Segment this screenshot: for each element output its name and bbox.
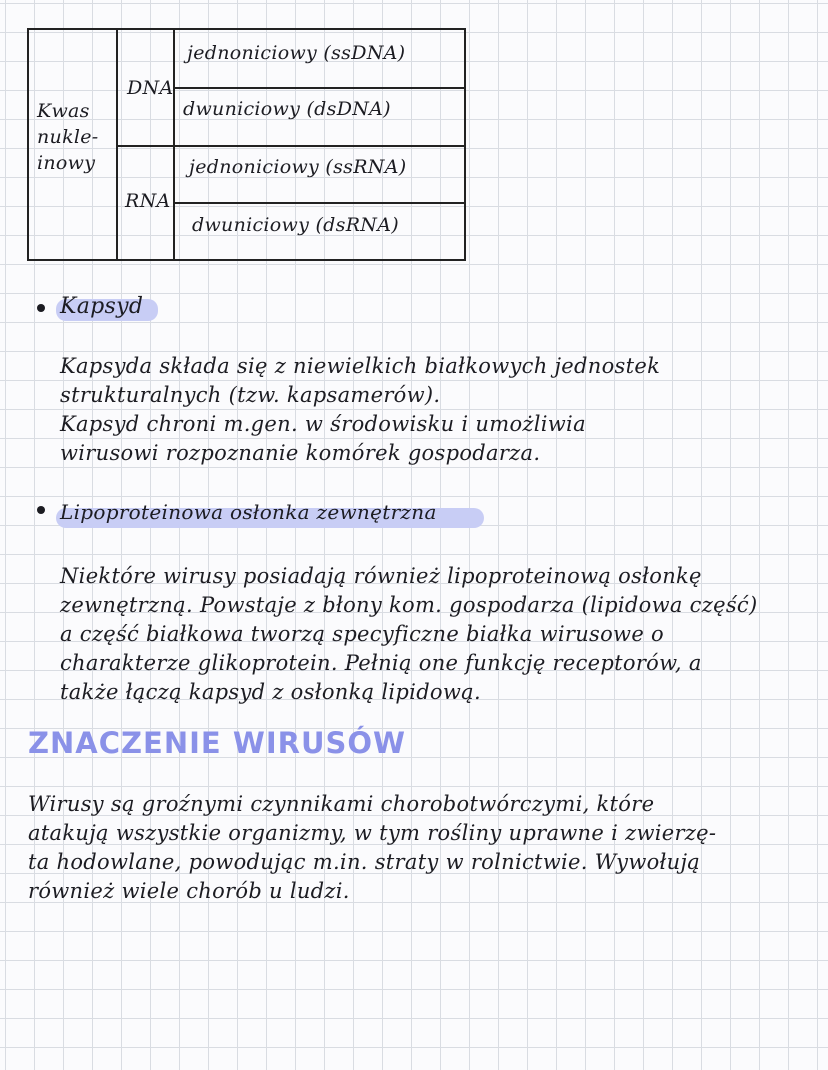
paragraph-line: strukturalnych (tzw. kapsamerów). bbox=[60, 383, 441, 407]
bullet-dot-icon bbox=[37, 506, 45, 514]
paragraph-line: atakują wszystkie organizmy, w tym rośliny uprawne i zwierzę- bbox=[28, 821, 717, 845]
table-divider bbox=[173, 87, 464, 89]
table-divider bbox=[173, 202, 464, 204]
paragraph-line: Wirusy są groźnymi czynnikami chorobotwórczymi, które bbox=[28, 792, 655, 816]
paragraph-line: Kapsyda składa się z niewielkich białkowych jednostek bbox=[60, 354, 661, 378]
type-cell: dwuniciowy (dsRNA) bbox=[192, 214, 399, 236]
row-header bbox=[37, 98, 99, 176]
paragraph-line: Niektóre wirusy posiadają również lipoproteinową osłonkę bbox=[60, 564, 702, 588]
paragraph-line: Kapsyd chroni m.gen. w środowisku i umożliwia bbox=[60, 412, 586, 436]
type-cell: jednoniciowy (ssDNA) bbox=[187, 42, 406, 64]
bullet-dot-icon bbox=[37, 304, 45, 312]
significance-paragraph bbox=[28, 790, 716, 906]
envelope-heading: Lipoproteinowa osłonka zewnętrzna bbox=[60, 500, 437, 524]
paragraph-line: także łączą kapsyd z osłonką lipidową. bbox=[60, 680, 481, 704]
paragraph-line: wirusowi rozpoznanie komórek gospodarza. bbox=[60, 441, 541, 465]
section-title: ZNACZENIE WIRUSÓW bbox=[28, 726, 407, 760]
row-header-line: Kwas bbox=[37, 100, 90, 122]
paragraph-line: ta hodowlane, powodując m.in. straty w rolnictwie. Wywołują bbox=[28, 850, 701, 874]
paragraph-line: charakterze glikoprotein. Pełnią one funkcję receptorów, a bbox=[60, 651, 702, 675]
group-label-rna: RNA bbox=[125, 190, 171, 212]
paragraph-line: a część białkowa tworzą specyficzne białka wirusowe o bbox=[60, 622, 664, 646]
row-header-line: nukle- bbox=[37, 126, 99, 148]
row-header-line: inowy bbox=[37, 152, 96, 174]
capsid-heading: Kapsyd bbox=[60, 294, 144, 319]
paragraph-line: również wiele chorób u ludzi. bbox=[28, 879, 350, 903]
capsid-paragraph bbox=[60, 352, 660, 468]
type-cell: dwuniciowy (dsDNA) bbox=[183, 98, 391, 120]
nucleic-acid-table bbox=[27, 28, 466, 261]
table-divider bbox=[116, 145, 464, 147]
envelope-paragraph bbox=[60, 562, 757, 707]
paragraph-line: zewnętrzną. Powstaje z błony kom. gospodarza (lipidowa część) bbox=[60, 593, 758, 617]
group-label-dna: DNA bbox=[127, 77, 174, 99]
type-cell: jednoniciowy (ssRNA) bbox=[189, 156, 407, 178]
